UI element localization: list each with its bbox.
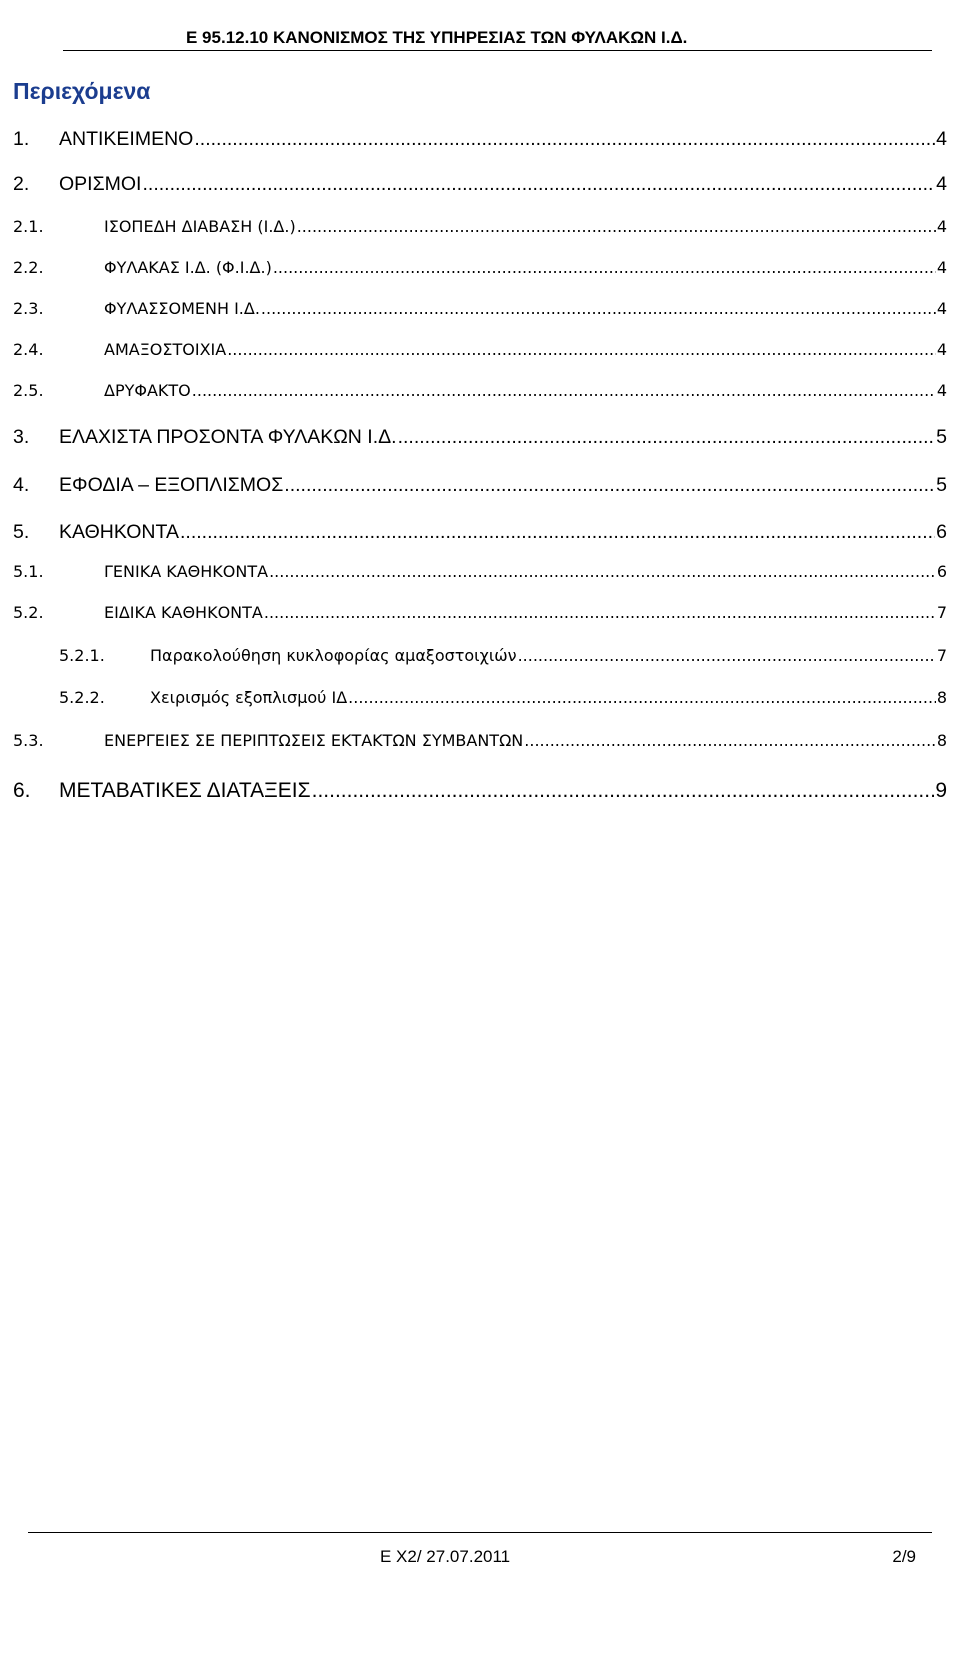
toc-entry-title: Χειρισμός εξοπλισμού ΙΔ [150,688,348,707]
toc-entry-5-1[interactable] [13,562,947,588]
dot-leader [524,731,936,750]
dot-leader [142,173,935,196]
toc-entry-title: ΦΥΛΑΚΑΣ Ι.Δ. (Φ.Ι.Δ.) [104,258,272,277]
toc-entry-page: 4 [936,381,947,400]
dot-leader [518,646,936,665]
toc-entry-5-3[interactable] [13,731,947,757]
toc-entry-2-5[interactable] [13,381,947,407]
toc-entry-2-2[interactable] [13,258,947,284]
toc-entry-page: 5 [936,426,947,448]
toc-entry-page: 7 [936,603,947,622]
toc-entry-title: ΕΝΕΡΓΕΙΕΣ ΣΕ ΠΕΡΙΠΤΩΣΕΙΣ ΕΚΤΑΚΤΩΝ ΣΥΜΒΑΝΤΩΝ [104,731,524,750]
toc-entry-number: 5. [13,521,30,543]
toc-entry-number: 1. [13,128,30,150]
toc-entry-page: 4 [936,340,947,359]
toc-entry-5-2[interactable] [13,603,947,629]
toc-entry-title: ΟΡΙΣΜΟΙ [59,173,142,195]
toc-entry-page: 4 [936,173,947,195]
toc-entry-page: 8 [936,688,947,707]
footer-document-reference: Ε Χ2/ 27.07.2011 [380,1547,511,1566]
toc-entry-2[interactable] [13,173,947,199]
toc-entry-2-1[interactable] [13,217,947,243]
toc-entry-6[interactable] [13,779,947,805]
toc-entry-1[interactable] [13,128,947,154]
toc-entry-number: 5.1. [13,562,44,581]
toc-entry-title: ΜΕΤΑΒΑΤΙΚΕΣ ΔΙΑΤΑΞΕΙΣ [59,779,311,802]
toc-entry-number: 2. [13,173,30,195]
dot-leader [192,381,936,400]
toc-entry-number: 5.2.2. [59,688,105,707]
toc-entry-number: 6. [13,779,31,802]
toc-entry-title: Παρακολούθηση κυκλοφορίας αμαξοστοιχιών [150,646,517,665]
toc-entry-number: 5.2.1. [59,646,105,665]
toc-entry-page: 4 [936,128,947,150]
toc-entry-page: 7 [936,646,947,665]
toc-entry-title: ΓΕΝΙΚΑ ΚΑΘΗΚΟΝΤΑ [104,562,269,581]
toc-entry-page: 8 [936,731,947,750]
dot-leader [227,340,936,359]
toc-entry-5[interactable] [13,521,947,547]
toc-entry-number: 2.4. [13,340,44,359]
toc-entry-title: ΕΛΑΧΙΣΤΑ ΠΡΟΣΟΝΤΑ ΦΥΛΑΚΩΝ Ι.Δ. [59,426,397,448]
toc-entry-4[interactable] [13,474,947,500]
dot-leader [180,521,935,544]
toc-entry-page: 5 [936,474,947,496]
toc-entry-number: 5.3. [13,731,44,750]
toc-entry-5-2-2[interactable] [13,688,947,714]
toc-heading: Περιεχόμενα [13,78,151,104]
toc-entry-page: 9 [935,779,947,802]
toc-entry-number: 5.2. [13,603,44,622]
toc-entry-page: 4 [936,299,947,318]
dot-leader [273,258,936,277]
dot-leader [398,426,936,449]
toc-entry-page: 4 [936,258,947,277]
toc-entry-number: 2.1. [13,217,44,236]
toc-entry-3[interactable] [13,426,947,452]
toc-entry-title: ΦΥΛΑΣΣΟΜΕΝΗ Ι.Δ. [104,299,260,318]
toc-entry-number: 2.3. [13,299,44,318]
toc-entry-number: 2.5. [13,381,44,400]
dot-leader [284,474,935,497]
toc-entry-title: ΙΣΟΠΕΔΗ ΔΙΑΒΑΣΗ (Ι.Δ.) [104,217,296,236]
dot-leader [269,562,936,581]
toc-entry-2-4[interactable] [13,340,947,366]
footer-divider [28,1532,932,1533]
dot-leader [261,299,936,318]
footer-page-number: 2/9 [892,1547,916,1566]
dot-leader [297,217,936,236]
toc-entry-5-2-1[interactable] [13,646,947,672]
dot-leader [312,779,935,803]
dot-leader [348,688,936,707]
toc-entry-page: 6 [936,521,947,543]
dot-leader [264,603,936,622]
toc-entry-number: 2.2. [13,258,44,277]
toc-entry-title: ΑΝΤΙΚΕΙΜΕΝΟ [59,128,194,150]
toc-entry-2-3[interactable] [13,299,947,325]
toc-entry-number: 3. [13,426,30,448]
dot-leader [194,128,935,151]
toc-entry-page: 4 [936,217,947,236]
toc-entry-number: 4. [13,474,30,496]
toc-entry-title: ΕΙΔΙΚΑ ΚΑΘΗΚΟΝΤΑ [104,603,263,622]
toc-entry-page: 6 [936,562,947,581]
toc-entry-title: ΑΜΑΞΟΣΤΟΙΧΙΑ [104,340,227,359]
document-header-title: Ε 95.12.10 ΚΑΝΟΝΙΣΜΟΣ ΤΗΣ ΥΠΗΡΕΣΙΑΣ ΤΩΝ ΦΥΛΑΚΩΝ Ι.Δ. [186,28,688,47]
toc-entry-title: ΚΑΘΗΚΟΝΤΑ [59,521,179,543]
toc-entry-title: ΔΡΥΦΑΚΤΟ [104,381,191,400]
toc-entry-title: ΕΦΟΔΙΑ – ΕΞΟΠΛΙΣΜΟΣ [59,474,284,496]
